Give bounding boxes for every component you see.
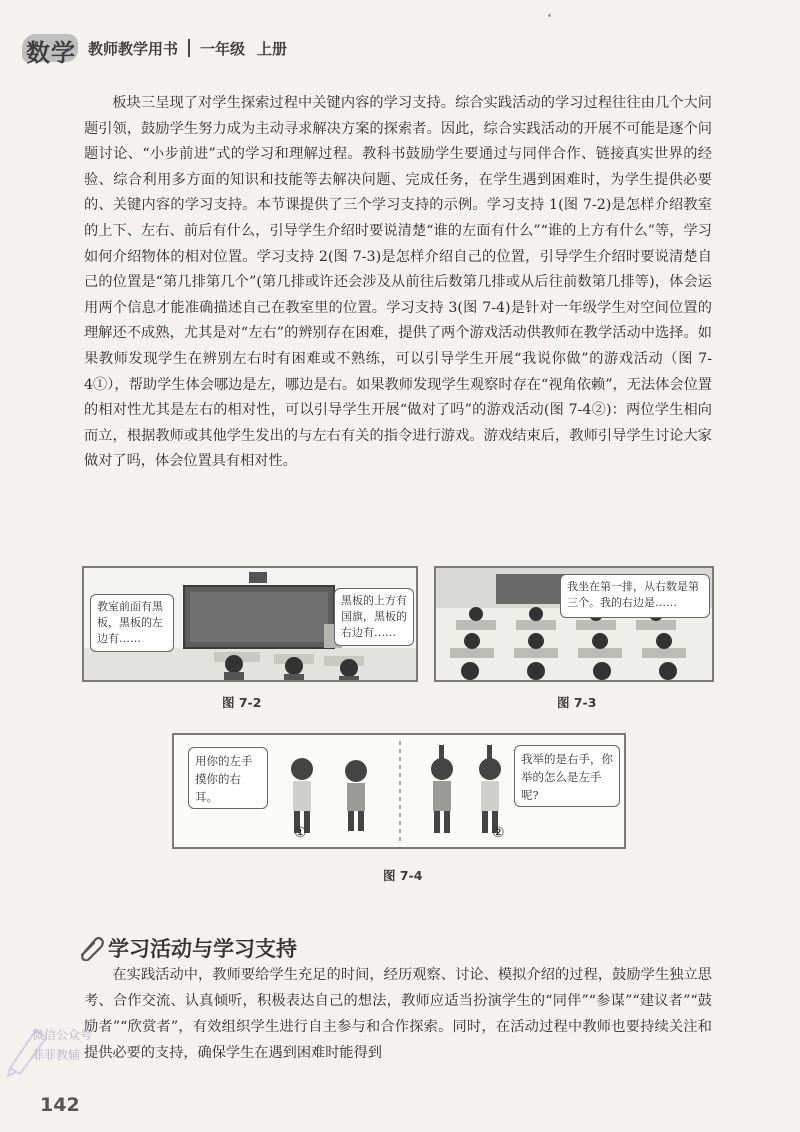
section-paragraph: 在实践活动中，教师要给学生充足的时间，经历观察、讨论、模拟介绍的过程，鼓励学生独立思考、合作交流、认真倾听，积极表达自己的想法，教师应适当扮演学生的“同伴”“参谋”“建议者”“鼓励者”“欣赏者”，有效组织学生进行自主参与和合作探索。同时，在活动过程中教师也要持续关注和提供必要的支持，确保学生在遇到困难时能得到 xyxy=(84,967,712,1061)
body-paragraph: 板块三呈现了对学生探索过程中关键内容的学习支持。综合实践活动的学习过程往往由几个大问题引领，鼓励学生努力成为主动寻求解决方案的探索者。因此，综合实践活动的开展不可能是逐个问题讨论、“小步前进”式的学习和理解过程。教科书鼓励学生要通过与同伴合作、链接真实世界的经验、综合利用多方面的知识和技能等去解决问题、完成任务，在学生遇到困难时，为学生提供必要的、关键内容的学习支持。本节课提供了三个学习支持的示例。学习支持 1(图 7-2)是怎样介绍教室的上下、左右、前后有什么，引导学生介绍时要说清楚“谁的左面有什么”“谁的上方有什么”等，学习如何介绍物体的相对位置。学习支持 2(图 7-3)是怎样介绍自己的位置，引导学生介绍时要说清楚自己的位置是“第几排第几个”(第几排或许还会涉及从前往后数第几排或从后往前数第几排等)，体会运用两个信息才能准确描述自己在教室里的位置。学习支持 3(图 7-4)是针对一年级学生对空间位置的理解还不成熟，尤其是对“左右”的辨别存在困难，提供了两个游戏活动供教师在教学活动中选择。如果教师发现学生在辨别左右时有困难或不熟练，可以引导学生开展“我说你做”的游戏活动（图 7-4①），帮助学生体会哪边是左，哪边是右。如果教师发现学生观察时存在“视角依赖”，无法体会位置的相对性尤其是左右的相对性，可以引导学生开展“做对了吗”的游戏活动(图 7-4②)：两位学生相向而立，根据教师或其他学生发出的与左右有关的指令进行游戏。游戏结束后，教师引导学生讨论大家做对了吗，体会位置具有相对性。 xyxy=(84,95,712,470)
panel-number-1: ① xyxy=(294,825,307,841)
subject-logo xyxy=(22,31,84,65)
page-header xyxy=(22,30,287,66)
panel-number-2: ② xyxy=(492,825,505,841)
figure-7-4 xyxy=(172,733,626,849)
scan-dot xyxy=(548,14,551,17)
speech-bubble-right: 黑板的上方有国旗，黑板的右边有…… xyxy=(334,588,414,646)
section-heading xyxy=(76,933,297,963)
header-divider xyxy=(188,39,190,57)
volume-label: 上册 xyxy=(257,39,288,58)
paperclip-icon xyxy=(76,935,104,961)
figure-7-2 xyxy=(82,566,418,682)
figure-7-3-caption: 图 7-3 xyxy=(557,695,597,710)
watermark-line-1: 微信公众号 xyxy=(32,1028,93,1042)
speech-bubble-right: 我举的是右手，你举的怎么是左手呢? xyxy=(514,745,620,807)
logo-text: 数学 xyxy=(26,39,76,67)
figure-7-4-caption: 图 7-4 xyxy=(383,868,423,883)
watermark xyxy=(2,1018,132,1082)
watermark-line-2: 菲菲教辅 xyxy=(32,1048,81,1062)
grade-label: 一年级 xyxy=(200,39,246,58)
book-title: 教师教学用书 xyxy=(88,39,179,58)
figure-7-2-caption: 图 7-2 xyxy=(222,695,262,710)
figure-7-3 xyxy=(434,566,714,682)
page-number: 142 xyxy=(40,1094,80,1116)
section-title: 学习活动与学习支持 xyxy=(108,937,297,961)
speech-bubble-left: 用你的左手摸你的右耳。 xyxy=(188,747,268,809)
speech-bubble: 我坐在第一排，从右数是第三个。我的右边是…… xyxy=(560,574,710,618)
speech-bubble-left: 教室前面有黑板，黑板的左边有…… xyxy=(90,594,174,652)
